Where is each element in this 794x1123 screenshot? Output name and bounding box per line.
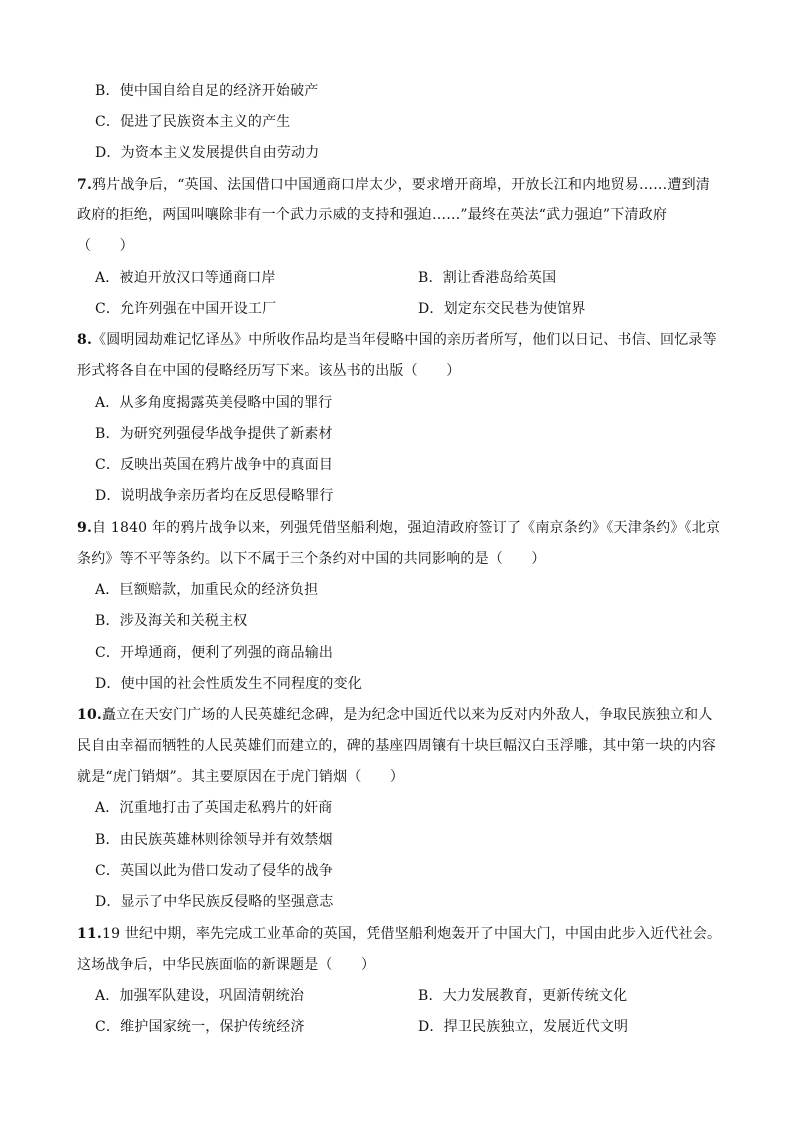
q9-option-d: D．使中国的社会性质发生不同程度的变化 [95,676,363,692]
q8-stem-line2: 形式将各自在中国的侵略经历写下来。该丛书的出版（ ） [77,363,461,379]
q8-number: 8. [77,332,93,348]
q10-stem-line3: 就是“虎门销烟”。其主要原因在于虎门销烟（ ） [77,769,405,785]
q11-stem-line2: 这场战争后，中华民族面临的新课题是（ ） [77,957,376,973]
q7-option-a: A．被迫开放汉口等通商口岸 [95,270,276,286]
q9-stem-line1: 9.自 1840 年的鸦片战争以来，列强凭借坚船利炮，强迫清政府签订了《南京条约》《天津条约》《北京 [77,520,721,536]
q8-option-b: B．为研究列强侵华战争提供了新素材 [95,426,333,442]
q10-number: 10. [77,707,102,723]
q11-number: 11. [77,926,102,942]
q11-option-c: C．维护国家统一，保护传统经济 [95,1019,305,1035]
q7-option-b: B．割让香港岛给英国 [418,270,557,286]
q10-option-d: D．显示了中华民族反侵略的坚强意志 [95,894,334,910]
q6-option-c: C．促进了民族资本主义的产生 [95,114,291,130]
q8-stem-line1: 8.《圆明园劫难记忆译丛》中所收作品均是当年侵略中国的亲历者所写，他们以日记、书信、回忆录等 [77,332,717,348]
q7-option-d: D．划定东交民巷为使馆界 [418,301,586,317]
q11-stem-line1: 11.19 世纪中期，率先完成工业革命的英国，凭借坚船利炮轰开了中国大门，中国由此步入近代社会。 [77,926,722,942]
q8-option-d: D．说明战争亲历者均在反思侵略罪行 [95,488,334,504]
q7-stem-line2: 政府的拒绝，两国叫嚷除非有一个武力示威的支持和强迫……”最终在英法“武力强迫”下清政府 [77,207,668,223]
q11-option-d: D．捍卫民族独立，发展近代文明 [418,1019,629,1035]
q11-option-b: B．大力发展教育，更新传统文化 [418,988,628,1004]
q7-stem-line1: 7.鸦片战争后，“英国、法国借口中国通商口岸太少，要求增开商埠，开放长江和内地贸易……遭到清 [77,177,710,193]
q7-number: 7. [77,177,93,193]
q11-option-a: A．加强军队建设，巩固清朝统治 [95,988,305,1004]
q9-option-c: C．开埠通商，便利了列强的商品输出 [95,645,334,661]
q8-option-a: A．从多角度揭露英美侵略中国的罪行 [95,395,333,411]
q7-answer-blank: （ ） [77,238,134,254]
q9-number: 9. [77,520,93,536]
q10-option-c: C．英国以此为借口发动了侵华的战争 [95,863,334,879]
q9-stem-line2: 条约》等不平等条约。以下不属于三个条约对中国的共同影响的是（ ） [77,551,546,567]
q9-option-a: A．巨额赔款，加重民众的经济负担 [95,582,319,598]
q10-option-a: A．沉重地打击了英国走私鸦片的奸商 [95,800,333,816]
q10-stem-line2: 民自由幸福而牺牲的人民英雄们而建立的，碑的基座四周镶有十块巨幅汉白玉浮雕，其中第一块的内容 [77,738,716,754]
q6-option-b: B．使中国自给自足的经济开始破产 [95,83,319,99]
q6-option-d: D．为资本主义发展提供自由劳动力 [95,145,320,161]
q10-option-b: B．由民族英雄林则徐领导并有效禁烟 [95,832,333,848]
q7-option-c: C．允许列强在中国开设工厂 [95,301,277,317]
q9-option-b: B．涉及海关和关税主权 [95,613,248,629]
q10-stem-line1: 10.矗立在天安门广场的人民英雄纪念碑，是为纪念中国近代以来为反对内外敌人，争取民族独立和人 [77,707,713,723]
q8-option-c: C．反映出英国在鸦片战争中的真面目 [95,457,334,473]
